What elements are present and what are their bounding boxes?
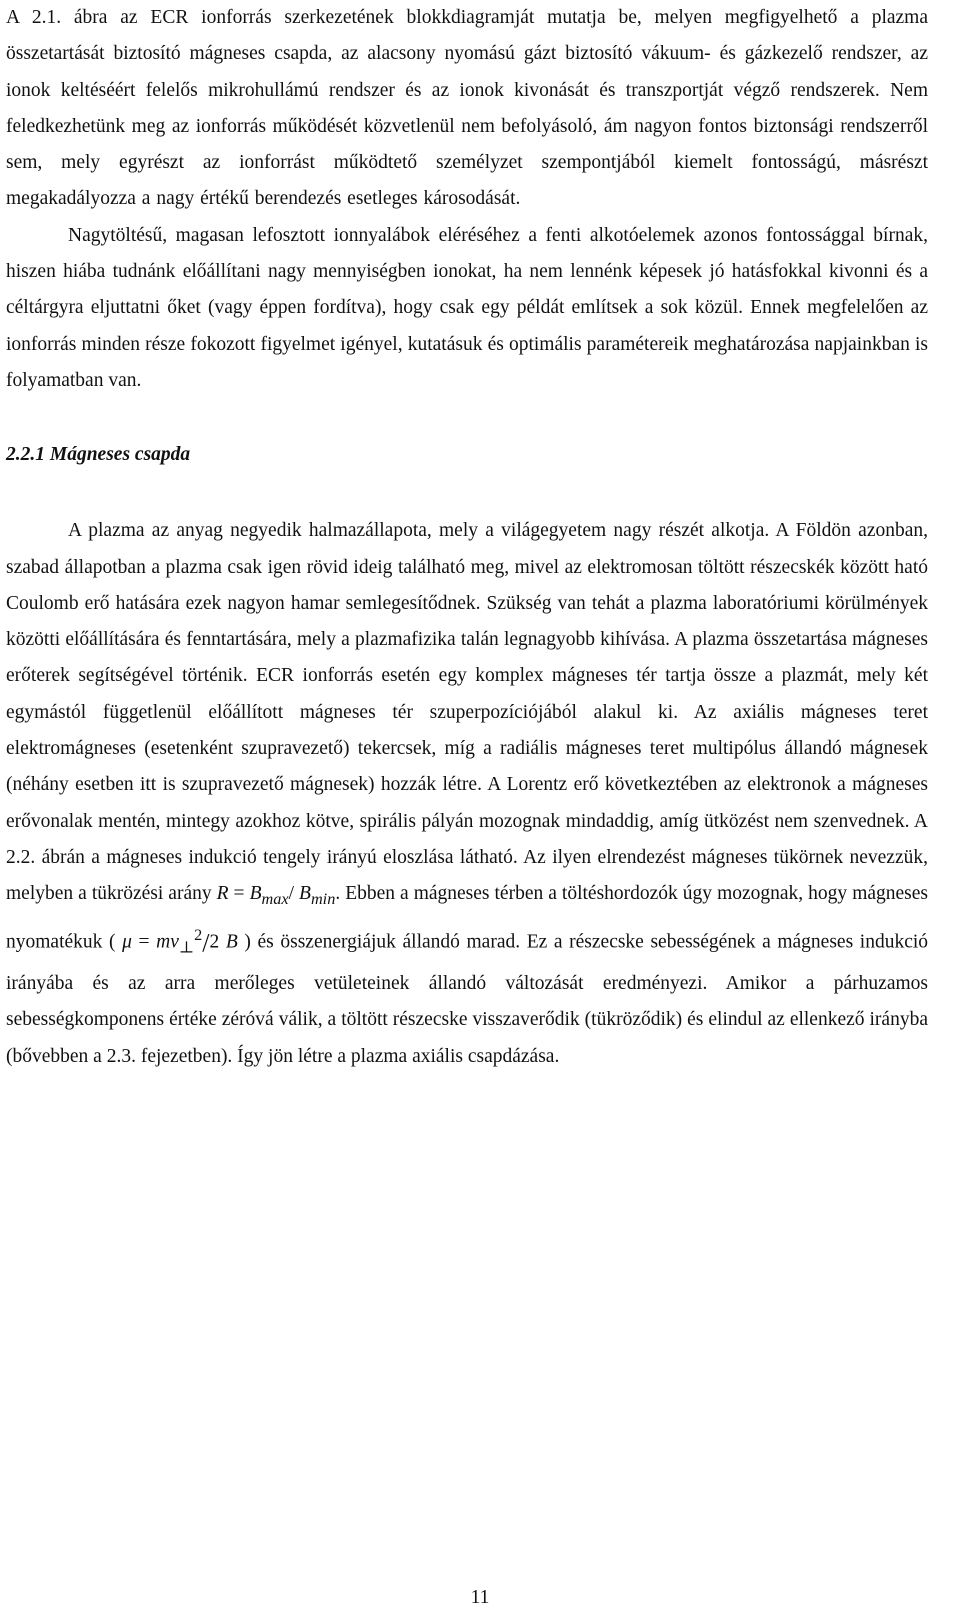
- mu-symbol: μ: [122, 931, 132, 953]
- moment-equals: =: [131, 931, 157, 953]
- mirror-ratio-equals: =: [228, 883, 250, 905]
- b-max-symbol: B: [249, 883, 262, 905]
- text-part-3: ) és összenergiájuk állandó marad. Ez a részecske sebességének a mágneses indukció irányába és az arra merőleges vetületeinek állandó változását eredményezi. Amikor a párhuzamos sebességkomponens értéke zéróvá válik, a töltött részecske visszaverődik (tükröződik) és elindul az ellenkező irányba (bővebben a 2.3. fejezetben). Így jön létre a plazma axiális csapdázása.: [6, 931, 929, 1067]
- denominator-two: 2: [209, 931, 220, 953]
- b-min-symbol: B: [299, 883, 311, 905]
- text-part-1: A plazma az anyag negyedik halmazállapota, mely a világegyetem nagy részét alkotja. A Földön azonban, szabad állapotban a plazma csak igen rövid ideig található meg, mivel az elektromosan töltött részecskék között ható Coulomb erő hatására ezek nagyon hamar semlegesítődnek. Szükség van tehát a plazma laboratóriumi körülmények közötti előállítására és fenntartására, mely a plazmafizika talán legnagyobb kihívása. A plazma összetartása mágneses erőterek segítségével történik. ECR ionforrás esetén egy komplex mágneses tér tartja össze a plazmát, mely két egymástól függetlenül előállított mágneses tér szuperpozíciójából alakul ki. Az axiális mágneses teret elektromágneses (esetenként szupravezető) tekercsek, míg a radiális mágneses teret multipólus állandó mágnesek (néhány esetben itt is szupravezető mágnesek) hozzák létre. A Lorentz erő következtében az elektronok a mágneses erővonalak mentén, mintegy azokhoz kötve, spirális pályán mozognak mindaddig, amíg ütközést nem szenvednek. A 2.2. ábrán a mágneses indukció tengely irányú eloszlása látható. Az ilyen elrendezést mágneses tükörnek nevezzük, melyben a tükrözési arány: [6, 520, 928, 905]
- fraction-slash: /: [202, 928, 210, 958]
- mirror-ratio-r: R: [216, 883, 229, 905]
- square-superscript: 2: [194, 926, 203, 945]
- paragraph-components: Nagytöltésű, magasan lefosztott ionnyalábok eléréséhez a fenti alkotóelemek azonos fontossággal bírnak, hiszen hiába tudnánk előállítani nagy mennyiségben ionokat, ha nem lennénk képesek jó hatásfokkal kivonni és a céltárgyra eljuttatni őket (vagy éppen fordítva), hogy csak egy példát említsek a sok közül. Ennek megfelelően az ionforrás minden része fokozott figyelmet igényel, kutatásuk és optimális paramétereik meghatározása napjainkban is folyamatban van.: [6, 224, 928, 391]
- b-min-subscript: min: [310, 890, 336, 909]
- mirror-ratio-slash: /: [288, 883, 300, 905]
- document-page: [6, 0, 928, 1075]
- mv-symbol: mv: [156, 931, 179, 953]
- paragraph-intro: A 2.1. ábra az ECR ionforrás szerkezetének blokkdiagramját mutatja be, melyen megfigyelhető a plazma összetartását biztosító mágneses csapda, az alacsony nyomású gázt biztosító vákuum- és gázkezelő rendszer, az ionok keltéséért felelős mikrohullámú rendszer és az ionok kivonását és transzportját végző rendszerek. Nem feledkezhetünk meg az ionforrás működését közvetlenül nem befolyásoló, ám nagyon fontos biztonsági rendszerről sem, mely egyrészt az ionforrást működtető személyzet szempontjából kiemelt fontosságú, másrészt megakadályozza a nagy értékű berendezés esetleges károsodását.: [6, 7, 928, 210]
- b-symbol: B: [225, 931, 238, 953]
- section-heading: 2.2.1 Mágneses csapda: [6, 444, 191, 466]
- b-max-subscript: max: [261, 890, 289, 909]
- perp-subscript: ⊥: [178, 938, 195, 957]
- text-part-2: . Ebben a mágneses térben a töltéshordozók úgy mozognak, hogy mágneses nyomatékuk (: [6, 883, 929, 953]
- page-number: 11: [470, 1587, 490, 1608]
- paragraph-magnetic-trap: [6, 513, 928, 1075]
